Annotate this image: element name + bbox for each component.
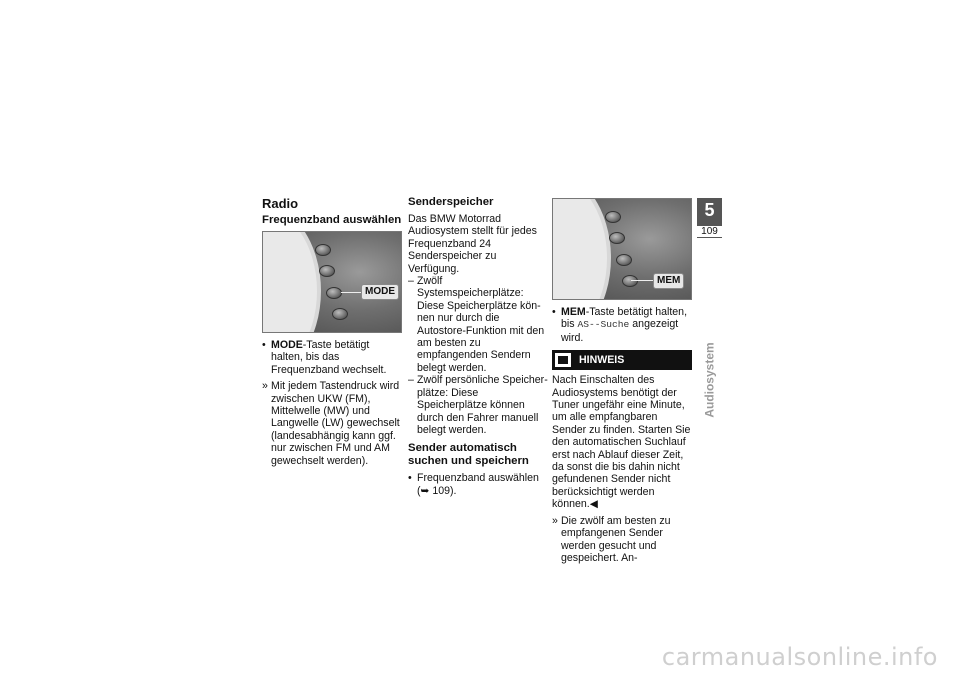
- page-title: Radio: [262, 196, 299, 211]
- note-header: [552, 350, 692, 370]
- auto-search-result: » Die zwölf am besten zu empfangenen Sender werden gesucht und gespeichert. An-: [552, 515, 692, 565]
- station-memory-intro: Das BMW Motorrad Audiosystem stellt für jedes Frequenzband 24 Senderspeicher zu Verfügung.: [408, 213, 537, 275]
- heading-station-memory: Senderspeicher: [408, 196, 494, 208]
- heading-frequency-band: Frequenzband auswählen: [262, 214, 402, 226]
- photo-button-1: [605, 211, 621, 223]
- note-icon: [555, 353, 571, 367]
- column-3: [552, 196, 692, 564]
- mem-button-photo: [552, 198, 692, 300]
- photo-button-3: [616, 254, 632, 266]
- photo-rim: [262, 231, 321, 333]
- mem-instruction-text: -Taste betätigt halten, bis: [561, 306, 688, 331]
- mode-instruction-text: -Taste betätigt halten, bis das Frequenzband wechselt.: [271, 339, 387, 376]
- mode-button-photo: [262, 231, 402, 333]
- mem-instruction: [552, 306, 692, 344]
- photo-button-3: [326, 287, 342, 299]
- mem-instruction-end: angezeigt wird.: [561, 318, 679, 344]
- photo-rim: [552, 198, 611, 300]
- photo-button-1: [315, 244, 331, 256]
- photo-button-4: [622, 275, 638, 287]
- section-title-vertical: [695, 330, 725, 430]
- photo-label-mem: MEM: [653, 273, 684, 289]
- column-1: [262, 196, 402, 467]
- column-2: [408, 196, 548, 497]
- mode-key-name: MODE: [271, 339, 303, 351]
- select-band-step: • Frequenzband auswählen (➥ 109).: [408, 472, 548, 497]
- photo-label-mode: MODE: [361, 284, 399, 300]
- photo-button-2: [319, 265, 335, 277]
- photo-leader-line: [631, 280, 653, 281]
- mem-key-name: MEM: [561, 306, 586, 318]
- page-number: 109: [697, 226, 722, 237]
- section-title-text: Audiosystem: [703, 342, 718, 418]
- photo-button-4: [332, 308, 348, 320]
- mode-instruction: [262, 339, 402, 376]
- note-label: HINWEIS: [579, 354, 625, 367]
- personal-memory-item: – Zwölf persönliche Speicherplätze: Diese Speicherplätze können durch den Fahrer manuell belegt werden.: [408, 374, 548, 436]
- mode-result: » Mit jedem Tastendruck wird zwischen UKW (FM), Mittelwelle (MW) und Langwelle (LW) gewechselt (landesabhängig kann ggf. nur zwischen FM und AM gewechselt werden).: [262, 380, 402, 467]
- photo-leader-line: [341, 292, 363, 293]
- photo-button-2: [609, 232, 625, 244]
- watermark: carmanualsonline.info: [661, 643, 938, 671]
- chapter-number: 5: [704, 200, 715, 220]
- heading-auto-search: Sender automatisch suchen und speichern: [408, 442, 529, 468]
- display-text-as-search: AS--Suche: [577, 319, 630, 331]
- note-text: Nach Einschalten des Audiosystems benötigt der Tuner ungefähr eine Minute, um alle empfangbaren Sender zu finden. Starten Sie den automatischen Suchlauf erst nach Ablauf dieser Zeit, da sonst die bis dahin nicht gefundenen Sender nicht berücksichtigt werden können.◀: [552, 374, 691, 511]
- system-memory-item: – Zwölf Systemspeicherplätze: Diese Speicherplätze können nur durch die Autostore-Funktion mit den am besten zu empfangenden Sendern belegt werden.: [408, 275, 548, 374]
